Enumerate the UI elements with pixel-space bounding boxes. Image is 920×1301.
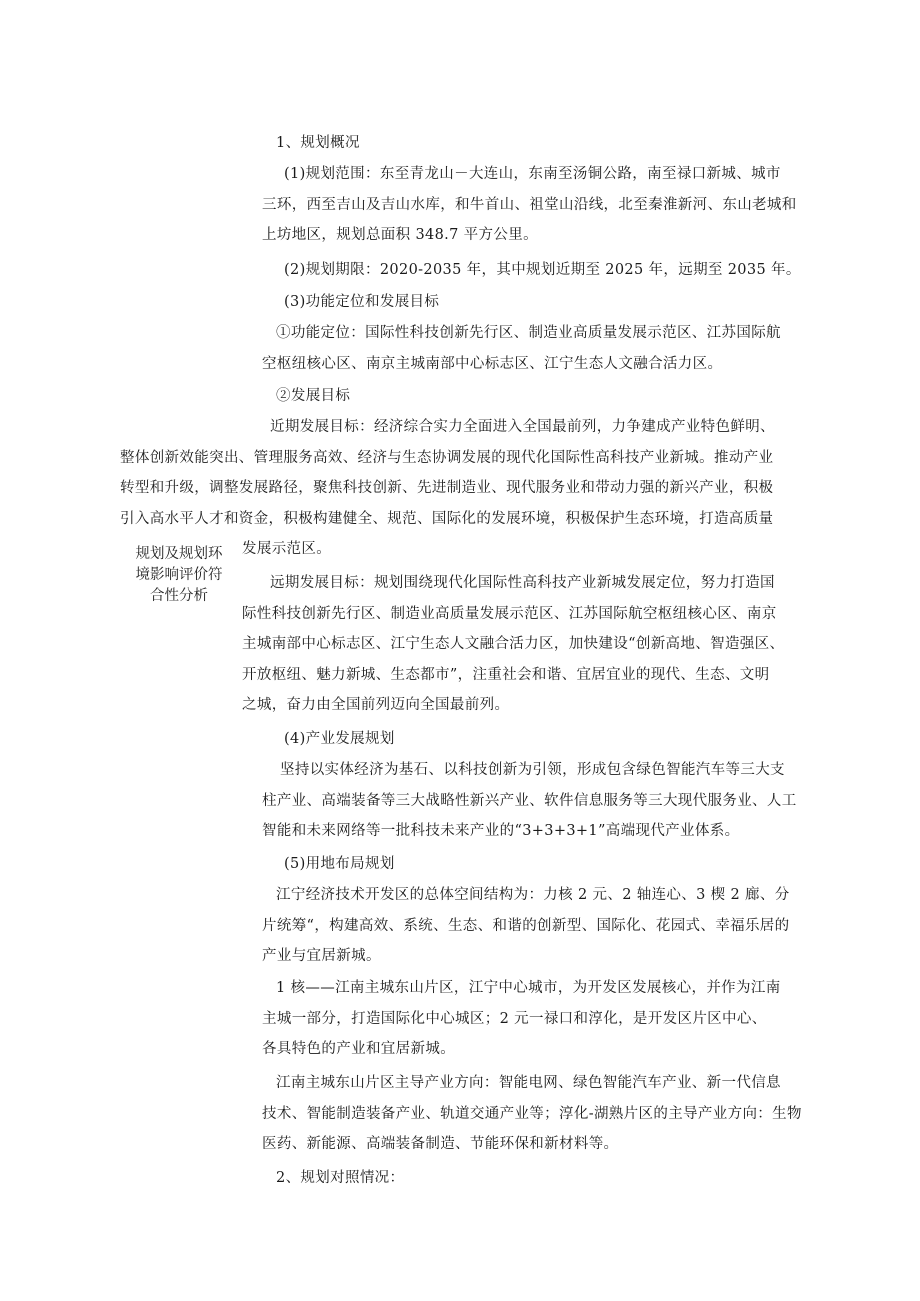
section-heading-overview: 1、规划概况 <box>276 135 360 151</box>
heading-landuse: (5)用地布局规划 <box>284 856 395 872</box>
heading-goal: ②发展目标 <box>276 388 351 404</box>
side-label-line: 境影响评价符 <box>135 567 223 583</box>
paragraph-near-goal: 近期发展目标：经济综合实力全面进入全国最前列，力争建成产业特色鲜明、 整体创新效能突出、管理服务高效、经济与生态协调发展的现代化国际性高科技产业新城。推动产业 转型和升级，调整发展路径，聚焦科技创新、先进制造业、现代服务业和带动力强的新兴产业，积极 引入高水平人才和资金，积极构建健全、规范、国际化的发展环境，积极保护生态环境，打造高质量 发展示范区。 <box>120 419 775 557</box>
section-heading-comparison: 2、规划对照情况： <box>276 1170 405 1186</box>
paragraph-period: (2)规划期限：2020-2035 年，其中规划近期至 2025 年，远期至 2035 年。 <box>284 262 801 278</box>
paragraph-function: ①功能定位：国际性科技创新先行区、制造业高质量发展示范区、江苏国际航 空枢纽核心区、南京主城南部中心标志区、江宁生态人文融合活力区。 <box>262 325 781 372</box>
paragraph-industry: 坚持以实体经济为基石、以科技创新为引领，形成包含绿色智能汽车等三大支 柱产业、高端装备等三大战略性新兴产业、软件信息服务等三大现代服务业、人工 智能和未来网络等一批科技未来产业的“3+3+3+1”高端现代产业体系。 <box>262 762 797 839</box>
paragraph-direction: 江南主城东山片区主导产业方向：智能电网、绿色智能汽车产业、新一代信息 技术、智能制造装备产业、轨道交通产业等；淳化-湖熟片区的主导产业方向：生物 医药、新能源、高端装备制造、节能环保和新材料等。 <box>262 1075 802 1152</box>
paragraph-core: 1 核——江南主城东山片区，江宁中心城市，为开发区发展核心，并作为江南 主城一部分，打造国际化中心城区；2 元一禄口和淳化，是开发区片区中心、 各具特色的产业和宜居新城。 <box>262 980 781 1057</box>
side-label-line: 合性分析 <box>150 588 208 604</box>
heading-function: (3)功能定位和发展目标 <box>284 294 440 310</box>
paragraph-far-goal: 远期发展目标：规划围绕现代化国际性高科技产业新城发展定位，努力打造国 际性科技创新先行区、制造业高质量发展示范区、江苏国际航空枢纽核心区、南京 主城南部中心标志区、江宁生态人文融合活力区，加快建设“创新高地、智造强区、 开放枢纽、魅力新城、生态都市”，注重社会和谐、宜居宜业的现代、生态、文明 之城，奋力由全国前列迈向全国最前列。 <box>242 575 785 713</box>
paragraph-landuse: 江宁经济技术开发区的总体空间结构为：力核 2 元、2 轴连心、3 楔 2 廊、分 片统筹“，构建高效、系统、生态、和谐的创新型、国际化、花园式、幸福乐居的 产业与宜居新城。 <box>262 887 790 964</box>
paragraph-scope: (1)规划范围：东至青龙山－大连山，东南至汤铜公路，南至禄口新城、城市 三环，西至吉山及吉山水库，和牛首山、祖堂山沿线，北至秦淮新河、东山老城和 上坊地区，规划总面积 348.7 平方公里。 <box>262 166 797 243</box>
side-label-line: 规划及规划环 <box>135 546 223 562</box>
heading-industry: (4)产业发展规划 <box>284 731 395 747</box>
